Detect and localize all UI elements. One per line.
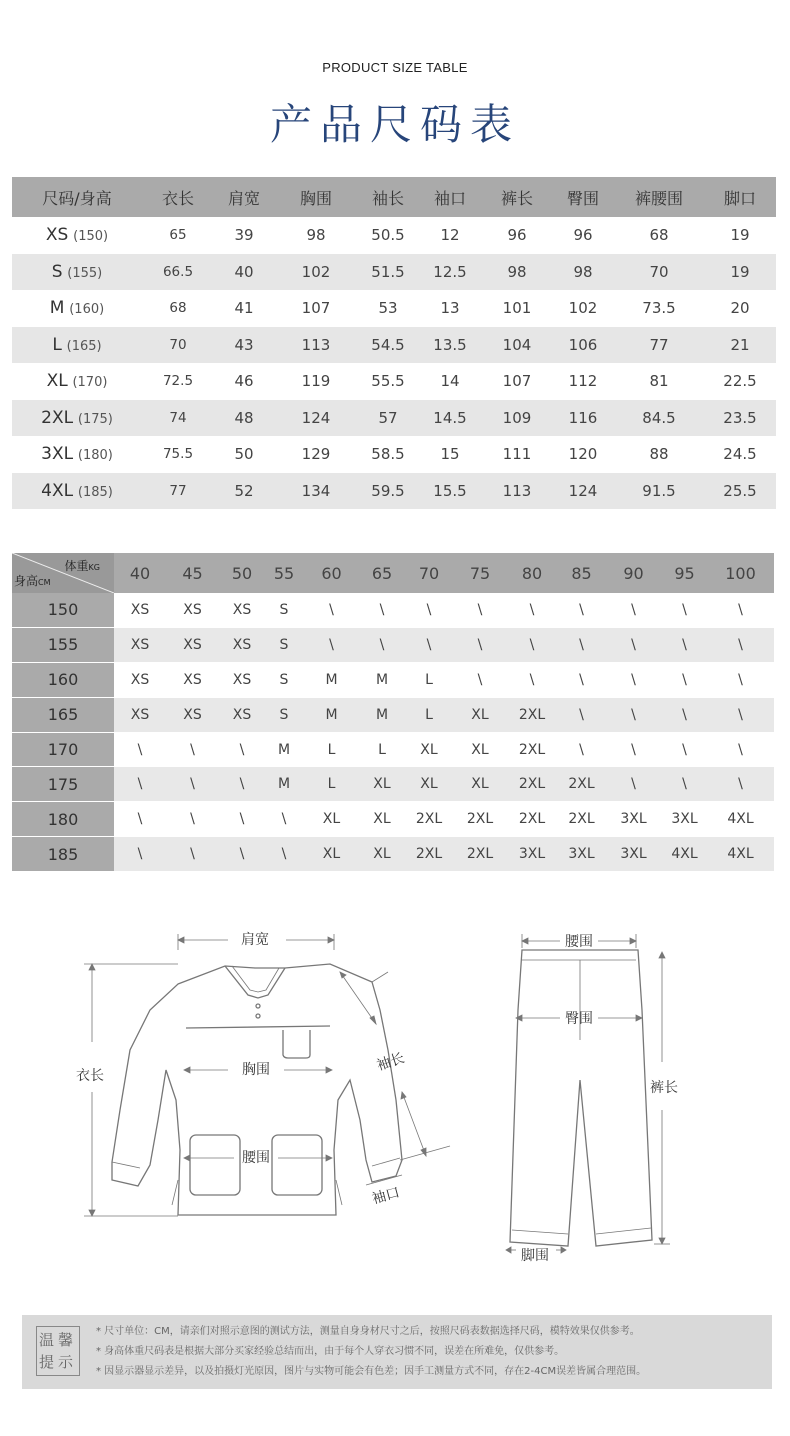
table-cell: XS — [219, 593, 265, 627]
table-cell: 75.5 — [162, 446, 194, 463]
table-cell: 120 — [568, 445, 598, 464]
table-cell: M — [303, 697, 360, 732]
table-cell: 13 — [440, 299, 460, 318]
table-cell: XS — [219, 627, 265, 662]
weight-header-cell: 75 — [454, 553, 506, 593]
weight-header-cell: 95 — [662, 553, 707, 593]
height-header-cell: 160 — [12, 662, 114, 697]
table-cell: 116 — [552, 400, 614, 437]
english-title: PRODUCT SIZE TABLE — [322, 60, 468, 75]
table-cell: \ — [265, 802, 303, 837]
table-cell: XL — [360, 802, 404, 837]
table-cell: \ — [114, 767, 166, 802]
table-cell: 48 — [214, 400, 274, 437]
table-cell: 72.5 — [162, 373, 194, 390]
table-cell: 19 — [730, 226, 750, 245]
table-cell: \ — [506, 593, 558, 627]
table-cell: 15 — [440, 445, 460, 464]
table-cell: 51.5 — [358, 254, 418, 291]
table-cell: 2XL — [506, 767, 558, 802]
table-cell: S — [265, 627, 303, 662]
table-cell: \ — [404, 627, 454, 662]
table-cell: \ — [454, 662, 506, 697]
height-header-cell: 180 — [12, 802, 114, 837]
table-cell: 96 — [573, 226, 593, 245]
table-cell: 2XL — [404, 837, 454, 872]
size-table-header-row — [12, 177, 776, 217]
table-cell: 91.5 — [614, 473, 704, 510]
table-cell: \ — [166, 767, 219, 802]
tips-badge: 温馨 提示 — [36, 1326, 80, 1376]
table-cell: 14 — [440, 372, 460, 391]
weight-header-cell: 70 — [404, 553, 454, 593]
table-cell: XS — [114, 662, 166, 697]
table-cell: \ — [454, 627, 506, 662]
table-cell: 12.5 — [418, 254, 482, 291]
height-header-cell: 165 — [12, 697, 114, 732]
table-cell: XS — [166, 593, 219, 627]
table-cell: 22.5 — [723, 372, 757, 391]
table-cell: 102 — [274, 254, 358, 291]
table-cell: \ — [662, 767, 707, 802]
table-cell: M — [360, 697, 404, 732]
table-cell: \ — [404, 593, 454, 627]
size-height-cell — [12, 254, 142, 291]
table-cell: 96 — [507, 226, 527, 245]
table-cell: \ — [558, 593, 605, 627]
table-cell: \ — [506, 627, 558, 662]
table-cell: 59.5 — [358, 473, 418, 510]
table-cell: 106 — [552, 327, 614, 364]
table-row — [12, 732, 774, 767]
table-cell: \ — [360, 627, 404, 662]
table-cell: 3XL — [662, 802, 707, 837]
table-cell: \ — [662, 593, 707, 627]
table-cell: 13.5 — [418, 327, 482, 364]
height-header-cell: 170 — [12, 732, 114, 767]
height-label: (150) — [73, 229, 109, 245]
table-cell: 98 — [482, 254, 552, 291]
table-cell: 12 — [440, 226, 460, 245]
table-cell: 68 — [169, 300, 187, 317]
tip-line-1: * 尺寸单位：CM，请亲们对照示意图的测试方法，测量自身身材尺寸之后，按照尺码表数据选择尺码，模特效果仅供参考。 — [96, 1326, 640, 1337]
table-cell: 40 — [214, 254, 274, 291]
table-row — [12, 290, 776, 327]
table-cell: \ — [114, 837, 166, 872]
table-cell: L — [404, 697, 454, 732]
table-cell: \ — [219, 837, 265, 872]
table-cell: 43 — [214, 327, 274, 364]
table-cell: \ — [558, 627, 605, 662]
weight-header-cell: 65 — [360, 553, 404, 593]
label-shoulder: 肩宽 — [241, 932, 269, 948]
table-cell: XL — [404, 767, 454, 802]
table-cell: 3XL — [506, 837, 558, 872]
table-cell: 104 — [482, 327, 552, 364]
table-row — [12, 400, 776, 437]
size-label: XL — [46, 371, 68, 392]
header-size-height: 尺码/身高 — [12, 177, 142, 217]
table-cell: XL — [404, 732, 454, 767]
label-sleeve: 袖长 — [374, 1050, 407, 1075]
table-row — [12, 662, 774, 697]
table-cell: M — [360, 662, 404, 697]
table-cell: XL — [454, 767, 506, 802]
weight-table-body — [12, 593, 774, 872]
table-cell: XS — [166, 662, 219, 697]
table-cell: \ — [558, 697, 605, 732]
table-corner — [12, 553, 114, 593]
table-cell: XS — [219, 662, 265, 697]
table-cell: 14.5 — [418, 400, 482, 437]
shirt-illustration — [112, 964, 402, 1215]
table-row — [12, 254, 776, 291]
table-cell: 98 — [306, 226, 326, 245]
table-cell: S — [265, 697, 303, 732]
table-cell: 70 — [614, 254, 704, 291]
table-cell: XS — [114, 627, 166, 662]
header-sleeve: 袖长 — [358, 177, 418, 217]
table-cell: XL — [303, 802, 360, 837]
header-pants-length: 裤长 — [482, 177, 552, 217]
table-cell: \ — [454, 593, 506, 627]
table-row — [12, 837, 774, 872]
table-cell: 84.5 — [614, 400, 704, 437]
table-cell: 73.5 — [642, 299, 676, 318]
table-cell: \ — [707, 732, 774, 767]
table-cell: 3XL — [558, 837, 605, 872]
size-height-cell — [12, 217, 142, 254]
label-pants-length: 裤长 — [650, 1080, 678, 1096]
table-cell: 134 — [274, 473, 358, 510]
label-cuff: 袖口 — [370, 1184, 402, 1208]
header-chest: 胸围 — [274, 177, 358, 217]
table-cell: 119 — [301, 372, 331, 391]
table-cell: 107 — [502, 372, 532, 391]
table-cell: 88 — [649, 445, 669, 464]
height-label: (165) — [66, 338, 102, 354]
size-height-cell — [12, 290, 142, 327]
weight-header-cell: 50 — [219, 553, 265, 593]
table-cell: 39 — [234, 226, 254, 245]
table-cell: 57 — [358, 400, 418, 437]
table-cell: \ — [166, 837, 219, 872]
table-cell: 124 — [274, 400, 358, 437]
table-cell: \ — [166, 802, 219, 837]
table-cell: XS — [166, 697, 219, 732]
table-row — [12, 802, 774, 837]
table-row — [12, 627, 774, 662]
table-cell: 2XL — [506, 697, 558, 732]
table-cell: 2XL — [506, 732, 558, 767]
table-cell: 101 — [502, 299, 532, 318]
table-cell: 50.5 — [371, 226, 405, 245]
size-label: 2XL — [41, 407, 74, 428]
table-cell: L — [404, 662, 454, 697]
table-row — [12, 767, 774, 802]
table-cell: L — [303, 767, 360, 802]
table-cell: 66.5 — [142, 254, 214, 291]
table-cell: \ — [265, 837, 303, 872]
table-cell: \ — [605, 767, 662, 802]
weight-header-cell: 90 — [605, 553, 662, 593]
table-cell: 81 — [649, 372, 669, 391]
table-cell: \ — [605, 697, 662, 732]
table-cell: 2XL — [454, 802, 506, 837]
table-cell: 74 — [142, 400, 214, 437]
size-label: 4XL — [41, 480, 74, 501]
table-cell: 129 — [301, 445, 331, 464]
table-cell: XS — [166, 627, 219, 662]
size-label: L — [52, 334, 62, 355]
header-shoulder: 肩宽 — [214, 177, 274, 217]
table-cell: 109 — [482, 400, 552, 437]
tip-line-3: * 因显示器显示差异，以及拍摄灯光原因，图片与实物可能会有色差；因手工测量方式不同，存在2-4CM误差皆属合理范围。 — [96, 1366, 647, 1377]
size-table — [12, 177, 776, 509]
table-cell: \ — [662, 627, 707, 662]
table-cell: 4XL — [662, 837, 707, 872]
table-cell: 46 — [234, 372, 254, 391]
table-cell: XS — [114, 593, 166, 627]
size-height-cell — [12, 436, 142, 473]
height-header-cell: 150 — [12, 593, 114, 627]
height-header-cell: 185 — [12, 837, 114, 872]
table-cell: \ — [662, 662, 707, 697]
weight-header-cell: 45 — [166, 553, 219, 593]
table-cell: XL — [360, 767, 404, 802]
table-cell: \ — [303, 593, 360, 627]
weight-header-row — [12, 553, 774, 593]
table-cell: 77 — [142, 473, 214, 510]
height-weight-table — [12, 553, 774, 872]
header-length: 衣长 — [142, 177, 214, 217]
table-cell: XL — [454, 697, 506, 732]
tip-line-2: * 身高体重尺码表是根据大部分买家经验总结而出，由于每个人穿衣习惯不同，误差在所难免，仅供参考。 — [96, 1346, 565, 1357]
table-cell: L — [360, 732, 404, 767]
table-cell: XS — [114, 697, 166, 732]
weight-header-cell: 85 — [558, 553, 605, 593]
size-label: XS — [45, 225, 69, 246]
table-cell: 113 — [482, 473, 552, 510]
table-cell: 2XL — [506, 802, 558, 837]
measurement-diagram — [0, 920, 790, 1280]
table-cell: 23.5 — [704, 400, 776, 437]
weight-header-cell: 80 — [506, 553, 558, 593]
table-cell: \ — [707, 593, 774, 627]
table-cell: \ — [605, 627, 662, 662]
table-cell: \ — [605, 593, 662, 627]
size-height-cell — [12, 363, 142, 400]
table-cell: 24.5 — [723, 445, 757, 464]
table-cell: 41 — [234, 299, 254, 318]
tips-text — [96, 1322, 646, 1382]
table-cell: S — [265, 662, 303, 697]
table-row — [12, 327, 776, 364]
table-row — [12, 217, 776, 254]
table-row — [12, 473, 776, 510]
table-cell: \ — [707, 627, 774, 662]
pants-illustration — [510, 950, 652, 1246]
height-label: (160) — [69, 302, 105, 318]
size-label: 3XL — [41, 444, 74, 465]
table-cell: L — [303, 732, 360, 767]
table-cell: 53 — [378, 299, 398, 318]
table-cell: \ — [219, 767, 265, 802]
table-cell: 21 — [704, 327, 776, 364]
table-cell: \ — [166, 732, 219, 767]
table-cell: 102 — [568, 299, 598, 318]
table-cell: 77 — [614, 327, 704, 364]
header-pants-waist: 裤腰围 — [614, 177, 704, 217]
table-cell: 4XL — [707, 802, 774, 837]
height-label: (155) — [67, 265, 103, 281]
table-row — [12, 697, 774, 732]
table-cell: 55.5 — [371, 372, 405, 391]
table-cell: 4XL — [707, 837, 774, 872]
table-cell: \ — [605, 732, 662, 767]
table-cell: 2XL — [454, 837, 506, 872]
table-cell: XL — [360, 837, 404, 872]
table-cell: 50 — [234, 445, 254, 464]
weight-header-cell: 60 — [303, 553, 360, 593]
table-cell: XL — [454, 732, 506, 767]
table-cell: XL — [303, 837, 360, 872]
table-cell: 3XL — [605, 837, 662, 872]
table-cell: 15.5 — [418, 473, 482, 510]
size-label: S — [51, 261, 63, 282]
table-cell: 54.5 — [358, 327, 418, 364]
header-hem: 脚口 — [704, 177, 776, 217]
table-cell: \ — [219, 732, 265, 767]
table-cell: 112 — [568, 372, 598, 391]
tips-panel — [22, 1315, 772, 1389]
size-height-cell — [12, 327, 142, 364]
table-cell: 25.5 — [704, 473, 776, 510]
header-hip: 臀围 — [552, 177, 614, 217]
page-title: 产品尺码表 — [269, 100, 520, 149]
label-pants-waist: 腰围 — [565, 934, 593, 950]
table-cell: 68 — [649, 226, 669, 245]
height-label: (170) — [72, 375, 108, 391]
table-cell: 107 — [301, 299, 331, 318]
table-cell: \ — [114, 802, 166, 837]
label-hem: 脚围 — [521, 1248, 549, 1264]
size-height-cell — [12, 400, 142, 437]
table-cell: \ — [219, 802, 265, 837]
weight-header-cell: 55 — [265, 553, 303, 593]
table-cell: 2XL — [558, 767, 605, 802]
weight-header-cell: 100 — [707, 553, 774, 593]
table-cell: \ — [662, 732, 707, 767]
table-cell: \ — [360, 593, 404, 627]
table-cell: 58.5 — [371, 445, 405, 464]
table-row — [12, 363, 776, 400]
size-table-body — [12, 217, 776, 509]
label-length: 衣长 — [76, 1068, 104, 1084]
table-cell: \ — [707, 767, 774, 802]
table-cell: M — [303, 662, 360, 697]
table-cell: M — [265, 732, 303, 767]
table-cell: S — [265, 593, 303, 627]
table-cell: XS — [219, 697, 265, 732]
table-cell: \ — [605, 662, 662, 697]
height-label: (185) — [77, 484, 113, 500]
table-cell: 2XL — [404, 802, 454, 837]
table-cell: \ — [707, 697, 774, 732]
table-cell: \ — [506, 662, 558, 697]
table-cell: 113 — [274, 327, 358, 364]
table-cell: 19 — [704, 254, 776, 291]
table-cell: 98 — [552, 254, 614, 291]
table-cell: M — [265, 767, 303, 802]
table-cell: 52 — [214, 473, 274, 510]
header-cuff: 袖口 — [418, 177, 482, 217]
height-label: (180) — [77, 448, 113, 464]
corner-weight-label: 体重KG — [64, 559, 100, 573]
height-label: (175) — [77, 411, 113, 427]
size-label: M — [49, 298, 65, 319]
table-row — [12, 436, 776, 473]
table-cell: \ — [558, 662, 605, 697]
table-cell: 124 — [552, 473, 614, 510]
corner-height-label: 身高CM — [14, 574, 51, 588]
table-cell: 65 — [169, 227, 187, 244]
table-cell: 20 — [730, 299, 750, 318]
table-cell: 111 — [502, 445, 532, 464]
table-cell: 2XL — [558, 802, 605, 837]
table-cell: \ — [303, 627, 360, 662]
table-cell: \ — [707, 662, 774, 697]
table-cell: \ — [114, 732, 166, 767]
weight-header-cell: 40 — [114, 553, 166, 593]
table-row — [12, 593, 774, 627]
label-hip: 臀围 — [565, 1011, 593, 1027]
table-cell: 3XL — [605, 802, 662, 837]
label-chest: 胸围 — [242, 1062, 270, 1078]
table-cell: \ — [662, 697, 707, 732]
height-header-cell: 155 — [12, 627, 114, 662]
size-height-cell — [12, 473, 142, 510]
label-waist: 腰围 — [242, 1150, 270, 1166]
table-cell: \ — [558, 732, 605, 767]
table-cell: 70 — [142, 327, 214, 364]
height-header-cell: 175 — [12, 767, 114, 802]
